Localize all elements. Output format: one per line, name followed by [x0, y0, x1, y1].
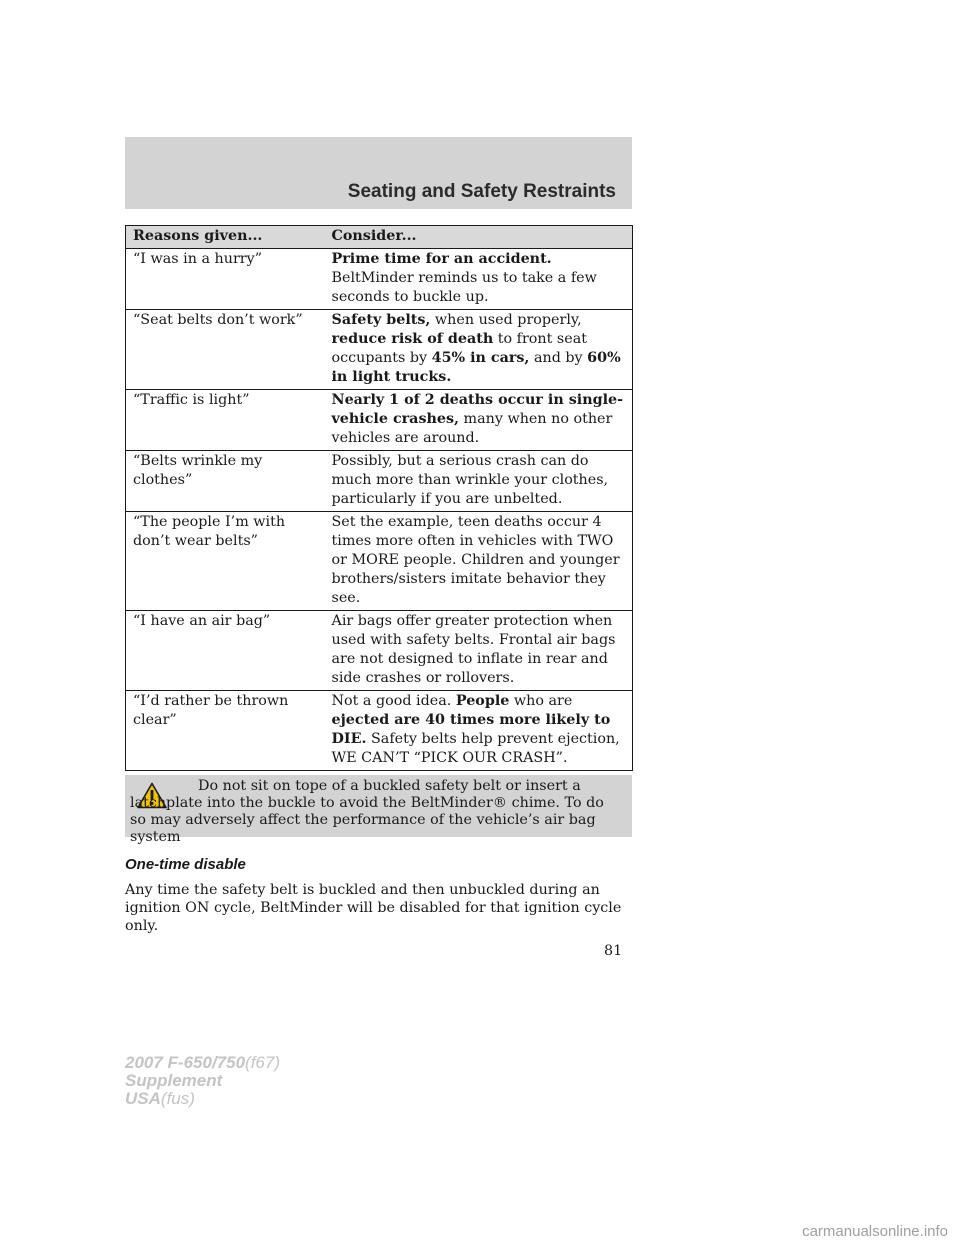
- column-header-reasons: Reasons given...: [126, 226, 325, 249]
- footer-model-code: (f67): [245, 1053, 281, 1072]
- table-row: [126, 691, 633, 771]
- reason-cell: “I have an air bag”: [126, 611, 325, 691]
- reason-cell: “I was in a hurry”: [126, 249, 325, 310]
- consider-text-segment: Safety belts help prevent ejection, WE CAN’T “PICK OUR CRASH”.: [331, 731, 620, 766]
- consider-cell: [325, 451, 633, 512]
- consider-text-segment: Safety belts,: [331, 312, 431, 328]
- consider-text-segment: who are: [509, 693, 573, 709]
- reason-cell: “Traffic is light”: [126, 390, 325, 451]
- warning-box: [125, 775, 632, 845]
- column-header-consider: Consider...: [325, 226, 633, 249]
- reason-cell: “Belts wrinkle my clothes”: [126, 451, 325, 512]
- document-footer: [125, 1054, 280, 1108]
- consider-text-segment: Not a good idea.: [331, 693, 456, 709]
- consider-text-segment: 45% in cars,: [431, 350, 530, 366]
- footer-line-3: [125, 1090, 280, 1108]
- watermark: carmanualsonline.info: [802, 1223, 948, 1240]
- page-number: 81: [604, 943, 623, 959]
- consider-cell: [325, 691, 633, 771]
- footer-line-2: Supplement: [125, 1071, 223, 1090]
- consider-cell: [325, 512, 633, 611]
- consider-text-segment: 60% in light trucks.: [331, 350, 621, 385]
- consider-text-segment: BeltMinder reminds us to take a few seconds to buckle up.: [331, 270, 597, 305]
- consider-text-segment: ejected are 40 times more likely to DIE.: [331, 712, 611, 747]
- consider-cell: [325, 310, 633, 390]
- section-header-band: [125, 137, 632, 209]
- table-row: [126, 249, 633, 310]
- consider-text-segment: to front seat occupants by: [331, 331, 587, 366]
- consider-cell: [325, 611, 633, 691]
- footer-region-code: (fus): [160, 1089, 195, 1108]
- reason-cell: “Seat belts don’t work”: [126, 310, 325, 390]
- consider-cell: [325, 390, 633, 451]
- table-row: [126, 512, 633, 611]
- consider-text-segment: and by: [529, 350, 588, 366]
- table-row: [126, 390, 633, 451]
- warning-text-content: Do not sit on tope of a buckled safety belt or insert a latchplate into the buckle to avoid the BeltMinder® chime. To do so may adversely affect the performance of the vehicle’s air bag system: [130, 778, 604, 845]
- consider-text-segment: when used properly,: [430, 312, 582, 328]
- footer-model: 2007 F-650/750: [125, 1053, 246, 1072]
- consider-cell: [325, 249, 633, 310]
- consider-text-segment: Prime time for an accident.: [331, 251, 552, 267]
- subhead-one-time-disable: One-time disable: [125, 856, 246, 873]
- table-row: [126, 451, 633, 512]
- table-row: [126, 611, 633, 691]
- footer-line-1: [125, 1054, 280, 1072]
- consider-text-segment: reduce risk of death: [331, 331, 494, 347]
- consider-text-segment: Possibly, but a serious crash can do much more than wrinkle your clothes, particularly if you are unbelted.: [331, 453, 609, 507]
- warning-text: [130, 778, 620, 846]
- table-body: [126, 249, 633, 771]
- consider-text-segment: Set the example, teen deaths occur 4 times more often in vehicles with TWO or MORE people. Children and younger brothers/sisters imitate behavior they see.: [331, 514, 620, 606]
- table-header-row: [126, 226, 633, 249]
- consider-text-segment: Nearly 1 of 2 deaths occur in single-vehicle crashes,: [331, 392, 624, 427]
- consider-text-segment: People: [455, 693, 510, 709]
- footer-region: USA: [125, 1089, 161, 1108]
- reasons-table: [125, 225, 633, 771]
- section-title: Seating and Safety Restraints: [347, 181, 616, 202]
- reason-cell: “The people I’m with don’t wear belts”: [126, 512, 325, 611]
- consider-text-segment: many when no other vehicles are around.: [331, 411, 613, 446]
- reason-cell: “I’d rather be thrown clear”: [126, 691, 325, 771]
- body-paragraph: Any time the safety belt is buckled and then unbuckled during an ignition ON cycle, BeltMinder will be disabled for that ignition cycle only.: [125, 882, 622, 934]
- consider-text-segment: Air bags offer greater protection when used with safety belts. Frontal air bags are not designed to inflate in rear and side crashes or rollovers.: [331, 613, 616, 686]
- table-row: [126, 310, 633, 390]
